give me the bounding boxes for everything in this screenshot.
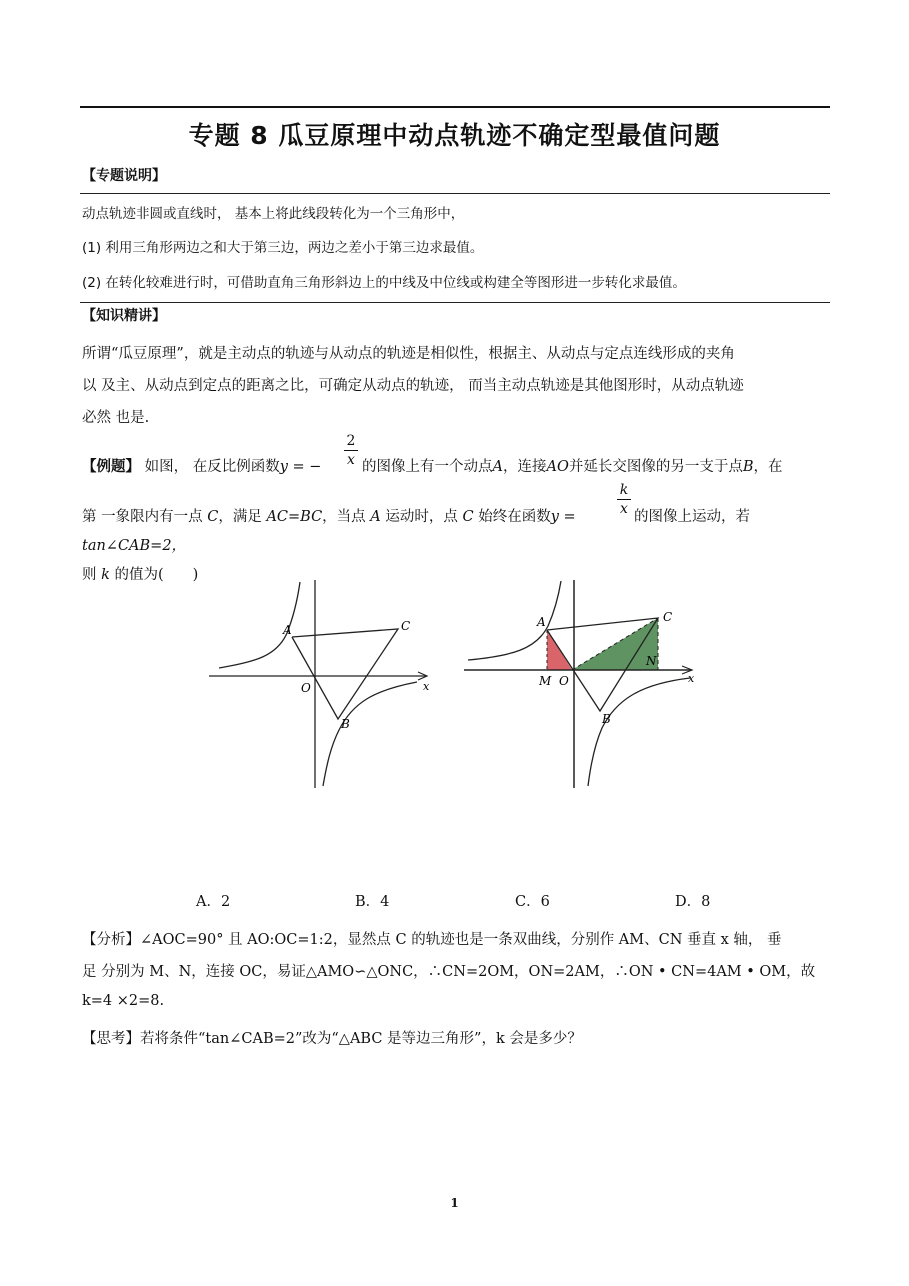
label-c: C — [401, 619, 411, 633]
analysis-line-2: 足 分别为 M、N，连接 OC，易证△AMO∽△ONC，∴CN=2OM，ON=2AM，∴ON • CN=4AM • OM，故 — [82, 964, 816, 980]
analysis-line-3: k=4 ×2=8. — [82, 993, 165, 1009]
description-line-2: (1) 利用三角形两边之和大于第三边，两边之差小于第三边求最值。 — [82, 240, 484, 256]
knowledge-line-1: 所谓“瓜豆原理”，就是主动点的轨迹与从动点的轨迹是相似性，根据主、从动点与定点连线形成的夹角 — [82, 346, 735, 362]
knowledge-line-2: 以 及主、从动点到定点的距离之比，可确定从动点的轨迹， 而当主动点轨迹是其他图形时，从动点轨迹 — [82, 378, 744, 394]
section-divider — [80, 302, 830, 303]
label-c: C — [663, 610, 673, 624]
think-line: 【思考】若将条件“tan∠CAB=2”改为“△ABC 是等边三角形”，k 会是多少？ — [82, 1031, 582, 1047]
triangle-abc — [292, 629, 398, 719]
page-number: 1 — [450, 1196, 459, 1210]
fraction-2-over-x: 2 x — [344, 433, 358, 468]
option-d[interactable]: D．8 — [675, 894, 711, 910]
figure-1-diagram — [205, 578, 435, 790]
section-heading-description: 【专题说明】 — [82, 168, 166, 184]
section-heading-knowledge: 【知识精讲】 — [82, 308, 166, 324]
example-label: 【例题】 — [82, 458, 140, 475]
description-line-3: (2) 在转化较难进行时，可借助直角三角形斜边上的中线及中位线或构建全等图形进一步转化求最值。 — [82, 275, 686, 291]
example-line-2-rest: 的图像上运动，若 — [634, 509, 750, 525]
example-line-4: 则 k 的值为( ) — [82, 567, 199, 583]
label-a: A — [283, 623, 292, 637]
example-line-1: 【例题】 如图， 在反比例函数y = − — [82, 458, 322, 475]
example-line-2: 第 一象限内有一点 C，满足 AC=BC，当点 A 运动时，点 C 始终在函数y = — [82, 509, 576, 525]
label-a: A — [537, 615, 546, 629]
option-b[interactable]: B．4 — [355, 894, 390, 910]
knowledge-line-3: 必然 也是. — [82, 410, 150, 426]
label-n: N — [646, 654, 657, 668]
figure-2-diagram — [460, 578, 700, 790]
fraction-k-over-x: k x — [617, 482, 631, 517]
hyperbola-branch-right — [323, 682, 417, 786]
example-line-1-rest: 的图像上有一个动点A，连接AO并延长交图像的另一支于点B，在 — [362, 459, 783, 475]
label-m: M — [539, 674, 552, 688]
label-b: B — [602, 712, 611, 726]
section-divider — [80, 193, 830, 194]
hyperbola-branch-right — [588, 678, 690, 786]
option-c[interactable]: C．6 — [515, 894, 550, 910]
label-o: O — [559, 674, 569, 688]
description-line-1: 动点轨迹非圆或直线时， 基本上将此线段转化为一个三角形中， — [82, 206, 465, 222]
option-a[interactable]: A．2 — [196, 894, 231, 910]
page-title: 专题 8 瓜豆原理中动点轨迹不确定型最值问题 — [188, 121, 721, 150]
analysis-label: 【分析】 — [82, 932, 140, 948]
think-label: 【思考】 — [82, 1031, 140, 1047]
label-b: B — [341, 717, 350, 731]
label-x: x — [423, 680, 430, 693]
example-line-3: tan∠CAB=2， — [82, 538, 187, 554]
analysis-line-1: 【分析】∠AOC=90° 且 AO:OC=1:2，显然点 C 的轨迹也是一条双曲线，分别作 AM、CN 垂直 x 轴， 垂 — [82, 932, 782, 948]
label-o: O — [301, 681, 311, 695]
top-rule — [80, 106, 830, 108]
label-x: x — [688, 672, 695, 685]
